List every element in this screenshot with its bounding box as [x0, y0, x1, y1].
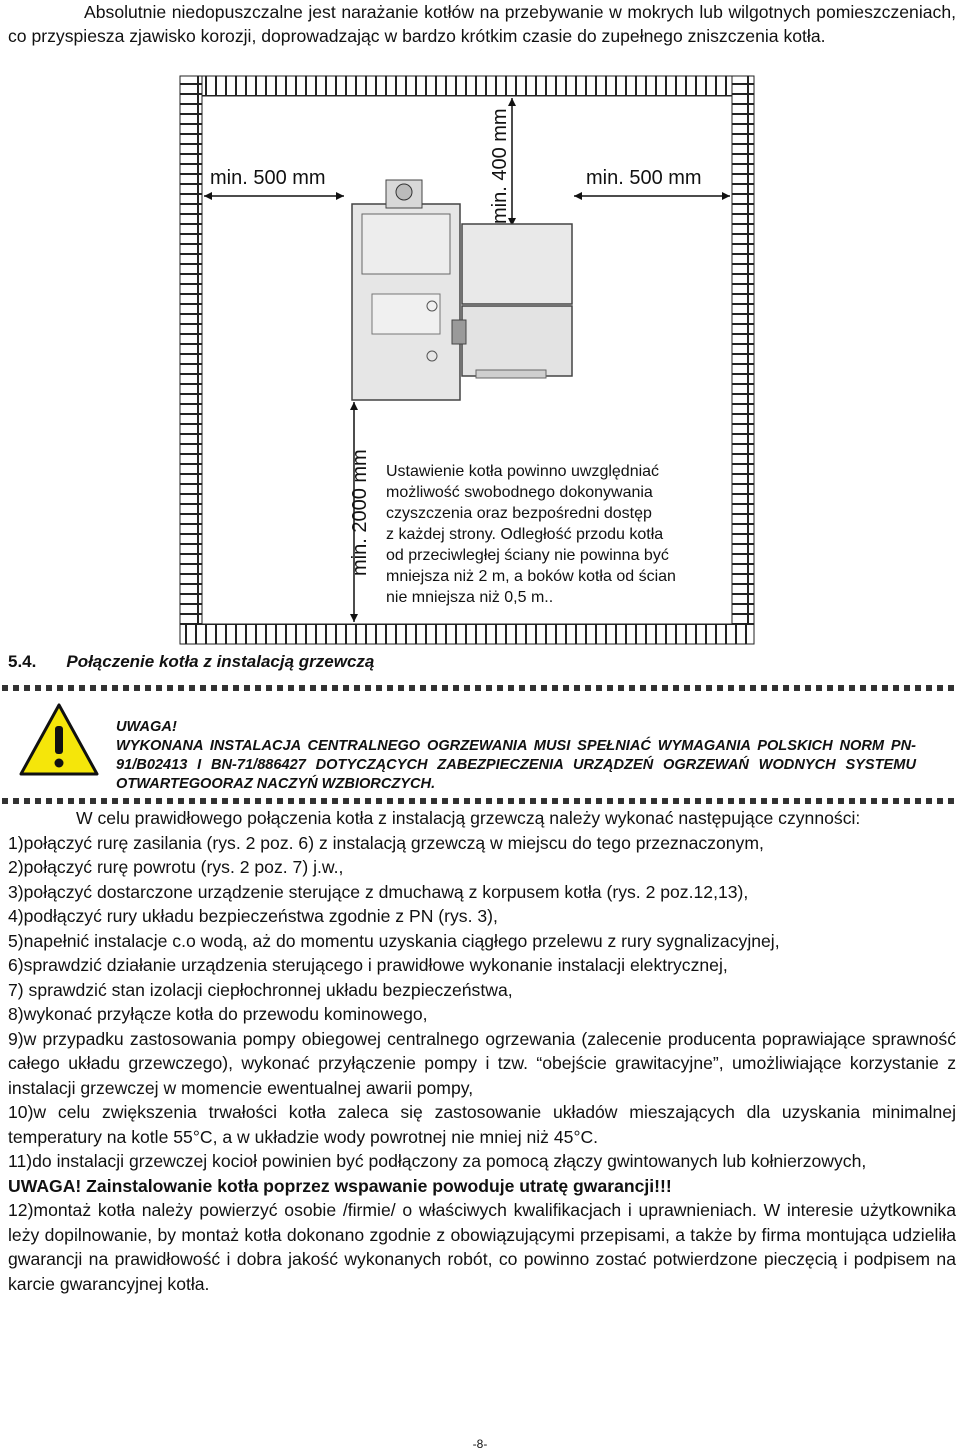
step-item: 7) sprawdzić stan izolacji ciepłochronnej układu bezpieczeństwa, [8, 979, 513, 1000]
warning-icon [18, 702, 100, 778]
step-item: 2)połączyć rurę powrotu (rys. 2 poz. 7) j.w., [8, 857, 344, 877]
caption-line: czyszczenia oraz bezpośredni dostęp [386, 505, 652, 522]
step-item: 8)wykonać przyłącze kotła do przewodu kominowego, [8, 1004, 428, 1024]
caption-line: mniejsza niż 2 m, a boków kotła od ścian [386, 568, 676, 585]
wall-left [180, 76, 202, 644]
step-item: 6)sprawdzić działanie urządzenia sterującego i prawidłowe wykonanie instalacji elektrycznej, [8, 955, 728, 975]
wall-bottom [180, 624, 754, 644]
boiler-placement-diagram [176, 74, 758, 646]
clearance-top-label: min. 400 mm [489, 108, 511, 224]
lead-paragraph: W celu prawidłowego połączenia kotła z instalacją grzewczą należy wykonać następujące czynności: [76, 808, 861, 828]
installation-steps [8, 806, 956, 1296]
warning-label: UWAGA! [116, 719, 177, 735]
caption-line: nie mniejsza niż 0,5 m.. [386, 589, 554, 606]
warranty-notice: UWAGA! Zainstalowanie kotła poprzez wspawanie powoduje utratę gwarancji!!! [8, 1175, 672, 1196]
clearance-right-label: min. 500 mm [586, 167, 702, 189]
step-item: 10)w celu zwiększenia trwałości kotła zaleca się zastosowanie układów mieszających dla uzyskania minimalnej temperatury na kotle 55°C, a w układzie wody powrotnej nie mniej niż 45°C. [8, 1102, 956, 1147]
caption-line: od przeciwległej ściany nie powinna być [386, 547, 669, 564]
wall-right [732, 76, 754, 644]
step-item: 1)połączyć rurę zasilania (rys. 2 poz. 6) z instalacją grzewczą w miejscu do tego przeznaczonym, [8, 832, 764, 853]
clearance-left-label: min. 500 mm [210, 167, 326, 189]
step-item: 9)w przypadku zastosowania pompy obiegowej centralnego ogrzewania (zalecenie producenta poprawiające sprawność całego układu grzewczego), wykonać przyłączenie pompy i tzw. “obejście grawitacyjne”, umożliwiające korzystanie z instalacji grzewczej w momencie ewentualnej awarii pompy, [8, 1028, 956, 1098]
clearance-front-label: min. 2000 mm [349, 449, 371, 576]
caption-line: Ustawienie kotła powinno uwzględniać [386, 463, 660, 480]
caption-line: możliwość swobodnego dokonywania [386, 484, 653, 501]
warning-box [116, 718, 916, 794]
intro-paragraph: Absolutnie niedopuszczalne jest narażanie kotłów na przebywanie w mokrych lub wilgotnych pomieszczeniach, co przyspiesza zjawisko korozji, doprowadzając w bardzo krótkim czasie do zupełnego zniszczenia kotła. [8, 2, 956, 46]
section-number: 5.4. [8, 652, 37, 671]
page-number: -8- [472, 1437, 488, 1451]
wall-top [202, 76, 732, 96]
step-item: 11)do instalacji grzewczej kocioł powinien być podłączony za pomocą złączy gwintowanych lub kołnierzowych, [8, 1151, 867, 1171]
section-heading [8, 652, 374, 672]
section-title: Połączenie kotła z instalacją grzewczą [66, 652, 375, 671]
step-item: 5)napełnić instalacje c.o wodą, aż do momentu uzyskania ciągłego przelewu z rury sygnalizacyjnej, [8, 930, 780, 951]
dotted-divider [2, 685, 958, 691]
caption-line: z każdej strony. Odległość przodu kotła [386, 526, 664, 543]
step-item: 12)montaż kotła należy powierzyć osobie /firmie/ o właściwych kwalifikacjach i uprawnieniach. W interesie użytkownika leży dopilnowanie, by montaż kotła dokonano zgodnie z obowiązującymi przepisami, a także by firma montująca udzieliła gwarancji na prawidłowość i dobra jakość wykonanych robót, co powinno zostać potwierdzone pieczęcią i podpisem na karcie gwarancyjnej kotła. [8, 1200, 956, 1294]
step-item: 3)połączyć dostarczone urządzenie sterujące z dmuchawą z korpusem kotła (rys. 2 poz.12,13), [8, 881, 749, 902]
boiler-illustration [352, 180, 572, 400]
step-item: 4)podłączyć rury układu bezpieczeństwa zgodnie z PN (rys. 3), [8, 906, 498, 926]
warning-message: WYKONANA INSTALACJA CENTRALNEGO OGRZEWANIA MUSI SPEŁNIAĆ WYMAGANIA POLSKICH NORM PN-91/B02413 I BN-71/886427 DOTYCZĄCYCH ZABEZPIECZENIA URZĄDZEŃ OGRZEWAŃ WODNYCH SYSTEMU OTWARTEGOORAZ NACZYŃ WZBIORCZYCH. [116, 738, 916, 792]
dotted-divider [2, 798, 958, 804]
